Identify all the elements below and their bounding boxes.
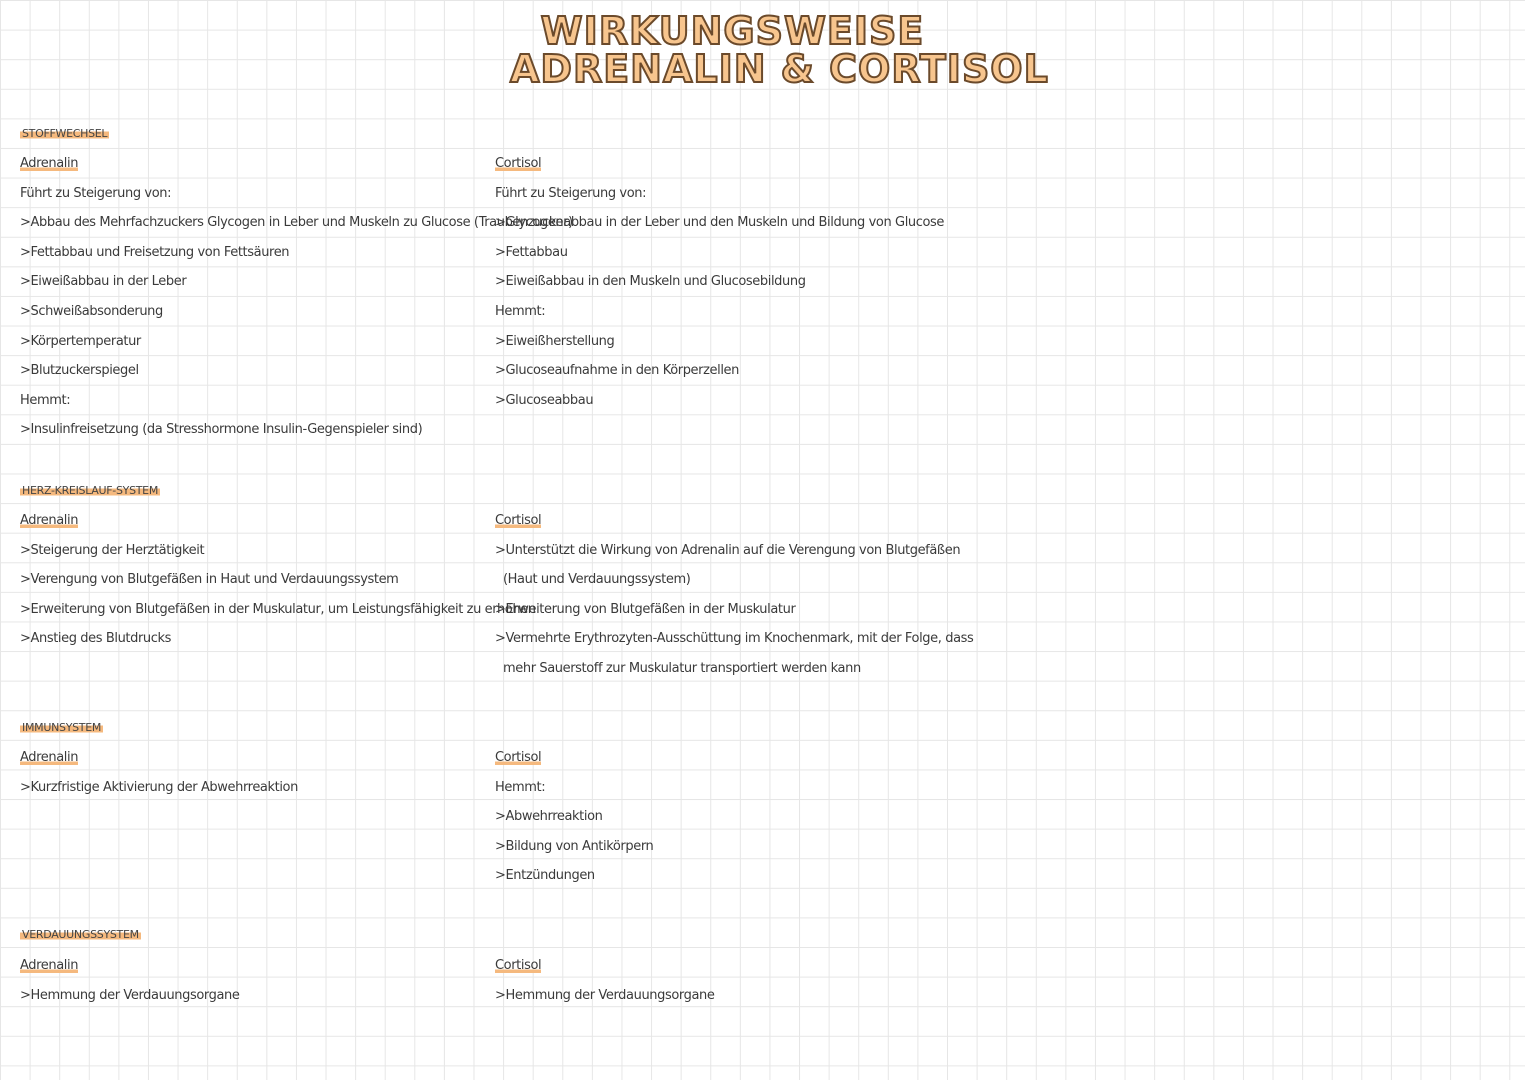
verdauung-cortisol-column (495, 951, 714, 1010)
note-line: Führt zu Steigerung von: (20, 185, 172, 201)
note-line: Führt zu Steigerung von: (495, 185, 647, 201)
note-line: >Fettabbau und Freisetzung von Fettsäuren (20, 244, 290, 260)
note-line: >Blutzuckerspiegel (20, 363, 139, 379)
section-label-verdauungssystem: VERDAUUNGSSYSTEM (22, 928, 139, 941)
section-label-herz-kreislauf: HERZ-KREISLAUF-SYSTEM (22, 484, 159, 497)
note-line: >Verengung von Blutgefäßen in Haut und Verdauungssystem (20, 572, 399, 588)
note-line: >Eiweißabbau in der Leber (20, 274, 187, 290)
note-line: >Schweißabsonderung (20, 303, 163, 319)
note-line: Hemmt: (20, 392, 71, 408)
note-line: >Hemmung der Verdauungsorgane (20, 987, 240, 1003)
stoffwechsel-cortisol-column (495, 149, 944, 415)
note-line: mehr Sauerstoff zur Muskulatur transportiert werden kann (503, 660, 861, 676)
note-line: >Eiweißabbau in den Muskeln und Glucosebildung (495, 274, 806, 290)
title-line-2: ADRENALIN & CORTISOL (510, 47, 1049, 91)
herz-adrenalin-heading: Adrenalin (20, 513, 79, 528)
stoffwechsel-adrenalin-column (20, 149, 573, 445)
herz-cortisol-column (495, 506, 973, 684)
section-label-immunsystem: IMMUNSYSTEM (22, 721, 102, 734)
immun-adrenalin-column (20, 743, 298, 802)
immun-adrenalin-heading: Adrenalin (20, 750, 79, 765)
note-line: >Steigerung der Herztätigkeit (20, 542, 205, 558)
verdauung-adrenalin-heading: Adrenalin (20, 958, 79, 973)
note-line: >Hemmung der Verdauungsorgane (495, 987, 715, 1003)
note-line: >Erweiterung von Blutgefäßen in der Muskulatur (495, 601, 796, 617)
note-line: >Erweiterung von Blutgefäßen in der Muskulatur, um Leistungsfähigkeit zu erhöhen (20, 601, 536, 617)
note-line: Hemmt: (495, 303, 546, 319)
verdauung-adrenalin-column (20, 951, 239, 1010)
note-line: >Abwehrreaktion (495, 809, 603, 825)
note-line: >Glucoseabbau (495, 392, 594, 408)
note-line: >Bildung von Antikörpern (495, 838, 654, 854)
note-line: >Anstieg des Blutdrucks (20, 631, 171, 647)
verdauung-cortisol-heading: Cortisol (495, 958, 542, 973)
note-line: >Glycogenabbau in der Leber und den Muskeln und Bildung von Glucose (495, 215, 945, 231)
note-line: >Unterstützt die Wirkung von Adrenalin auf die Verengung von Blutgefäßen (495, 542, 961, 558)
section-label-stoffwechsel: STOFFWECHSEL (22, 127, 108, 140)
note-line: >Vermehrte Erythrozyten-Ausschüttung im Knochenmark, mit der Folge, dass (495, 631, 974, 647)
herz-adrenalin-column (20, 506, 536, 654)
page-title (510, 9, 1049, 91)
immun-cortisol-heading: Cortisol (495, 750, 542, 765)
note-line: >Körpertemperatur (20, 333, 141, 349)
title-line-1: WIRKUNGSWEISE (540, 9, 925, 53)
herz-cortisol-heading: Cortisol (495, 513, 542, 528)
note-line: >Glucoseaufnahme in den Körperzellen (495, 363, 739, 379)
stoffwechsel-adrenalin-heading: Adrenalin (20, 156, 79, 171)
note-line: Hemmt: (495, 779, 546, 795)
stoffwechsel-cortisol-heading: Cortisol (495, 156, 542, 171)
note-line: >Entzündungen (495, 868, 595, 884)
note-line: >Fettabbau (495, 244, 568, 260)
note-line: (Haut und Verdauungssystem) (503, 572, 691, 588)
note-line: >Abbau des Mehrfachzuckers Glycogen in Leber und Muskeln zu Glucose (Traubenzucker) (20, 215, 573, 231)
note-line: >Kurzfristige Aktivierung der Abwehrreaktion (20, 779, 298, 795)
note-line: >Insulinfreisetzung (da Stresshormone Insulin-Gegenspieler sind) (20, 422, 423, 438)
note-line: >Eiweißherstellung (495, 333, 615, 349)
immun-cortisol-column (495, 743, 653, 891)
